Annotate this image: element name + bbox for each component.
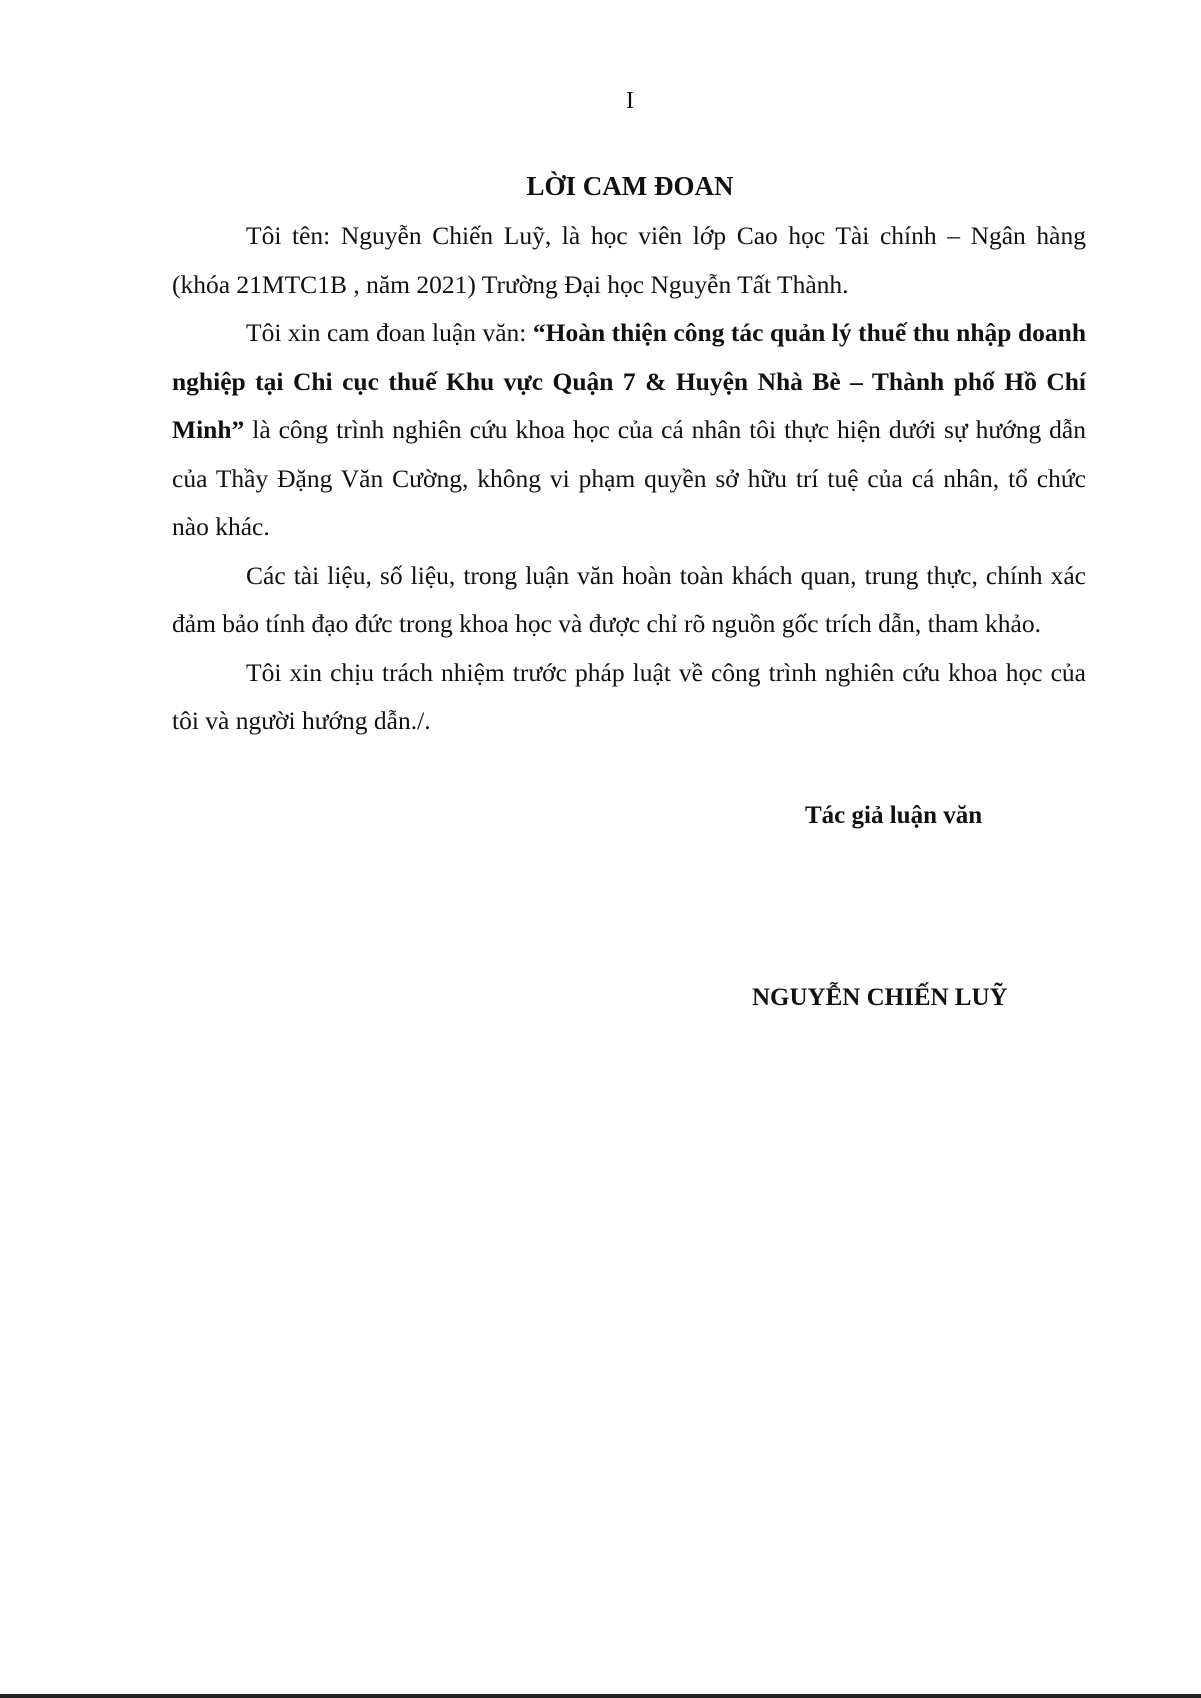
thesis-declaration-prefix: Tôi xin cam đoan luận văn: <box>246 318 533 347</box>
paragraph-data-integrity: Các tài liệu, số liệu, trong luận văn hoàn toàn khách quan, trung thực, chính xác đảm bảo tính đạo đức trong khoa học và được chỉ rõ nguồn gốc trích dẫn, tham khảo. <box>172 560 1086 638</box>
page-title: LỜI CAM ĐOAN <box>526 171 734 201</box>
declaration-body <box>172 212 1086 746</box>
page-number: I <box>626 88 634 114</box>
thesis-title: “Hoàn thiện công tác quản lý thuế thu nhập doanh nghiệp tại Chi cục thuế Khu vực Quận 7 & Huyện Nhà Bè – Thành phố Hồ Chí Minh” <box>172 318 1086 444</box>
thesis-declaration-suffix: là công trình nghiên cứu khoa học của cá nhân tôi thực hiện dưới sự hướng dẫn của Thầy Đặng Văn Cường, không vi phạm quyền sở hữu trí tuệ của cá nhân, tổ chức nào khác. <box>172 415 1086 541</box>
paragraph-thesis-declaration <box>172 309 1086 552</box>
paragraph-responsibility: Tôi xin chịu trách nhiệm trước pháp luật về công trình nghiên cứu khoa học của tôi và người hướng dẫn./. <box>172 657 1086 735</box>
paragraph-student-info: Tôi tên: Nguyễn Chiến Luỹ, là học viên lớp Cao học Tài chính – Ngân hàng (khóa 21MTC1B , năm 2021) Trường Đại học Nguyễn Tất Thành. <box>172 221 1086 299</box>
page-bottom-border <box>0 1694 1201 1698</box>
signature-label: Tác giả luận văn <box>805 802 983 829</box>
signature-name: NGUYỄN CHIẾN LUỸ <box>752 984 1008 1011</box>
